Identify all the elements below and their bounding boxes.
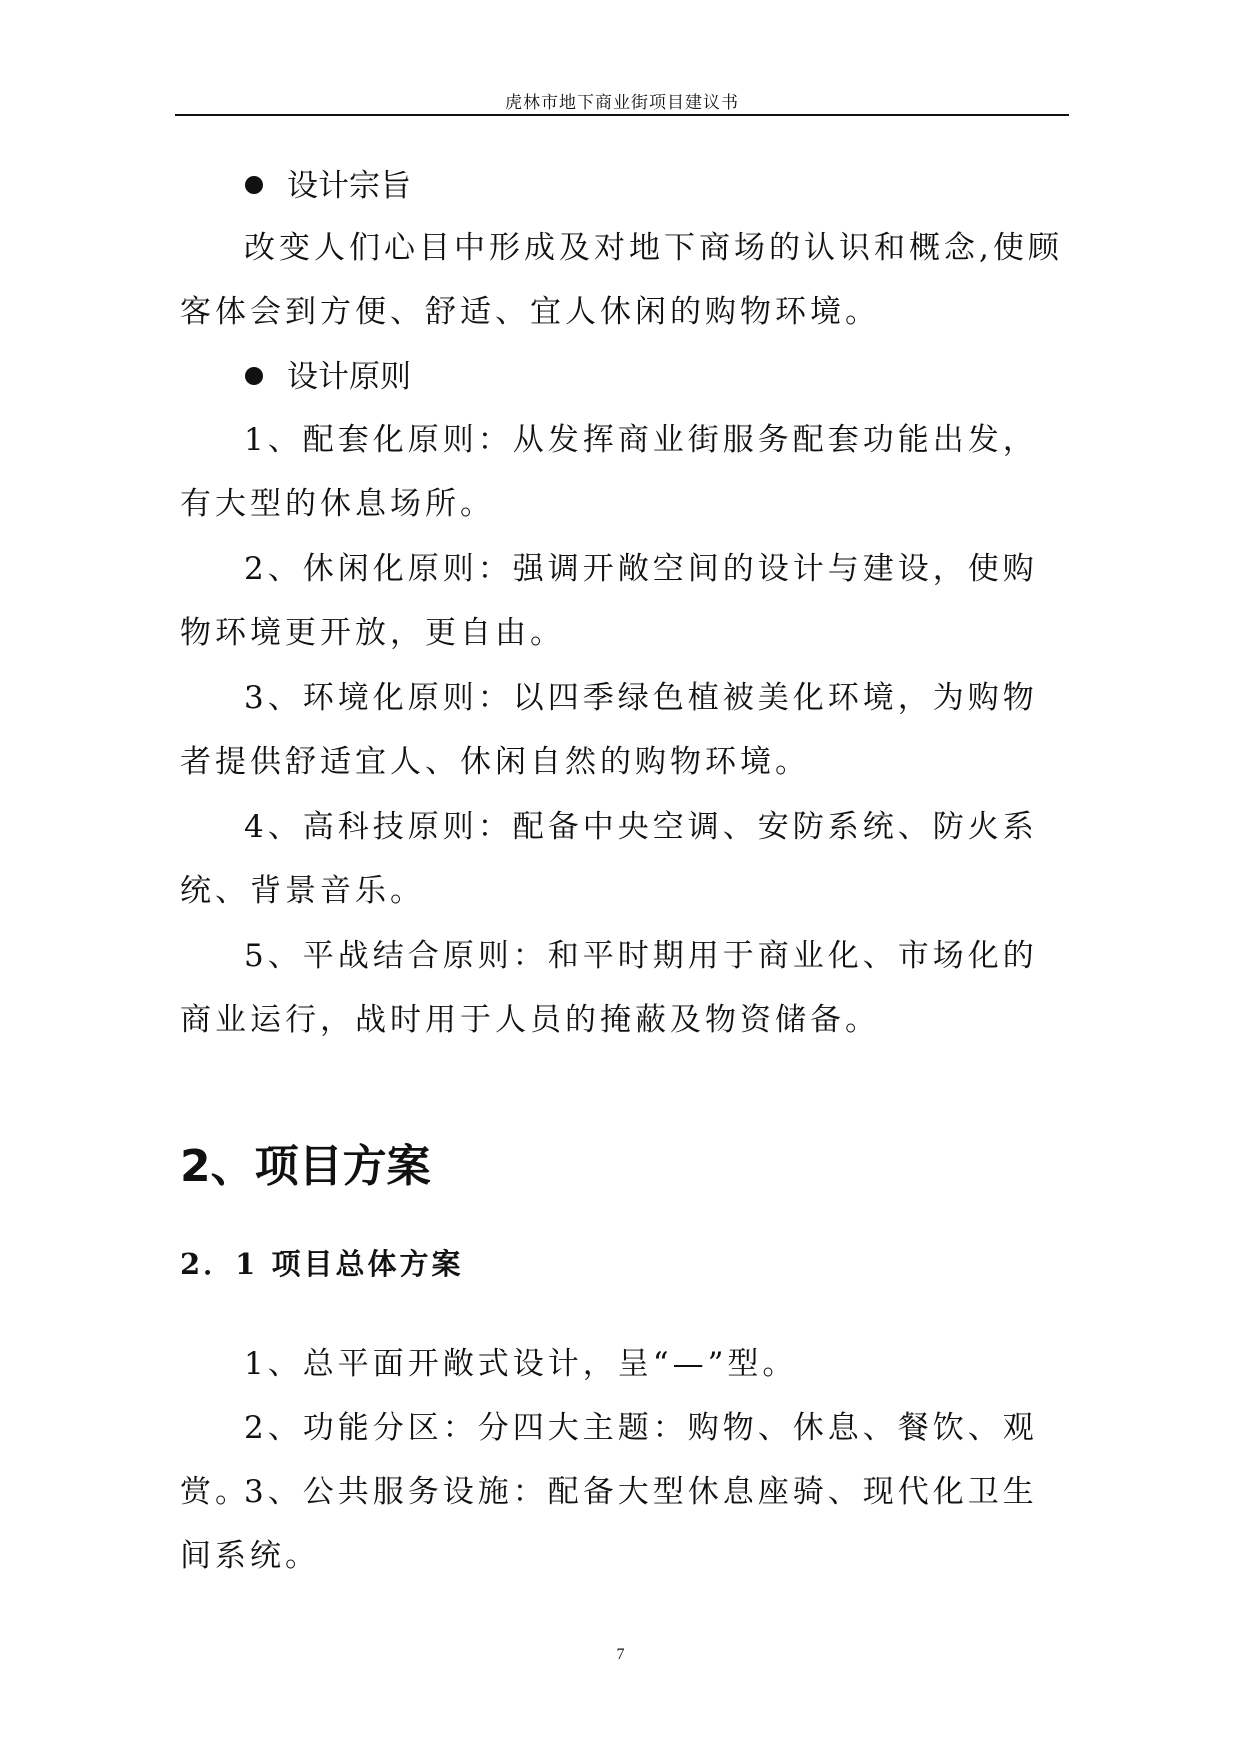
principle-item: 3、环境化原则：以四季绿色植被美化环境，为购物者提供舒适宜人、休闲自然的购物环境。 [180,680,1038,780]
principle-item: 4、高科技原则：配备中央空调、安防系统、防火系统、背景音乐。 [180,809,1038,909]
bullet-icon [245,367,263,385]
design-purpose-paragraph: 改变人们心目中形成及对地下商场的认识和概念,使顾客体会到方便、舒适、宜人休闲的购物环境。 [180,230,1063,330]
principle-item: 5、平战结合原则：和平时期用于商业化、市场化的商业运行，战时用于人员的掩蔽及物资储备。 [180,938,1038,1038]
bullet-icon [245,176,263,194]
design-principles-heading [245,357,411,397]
principle-item: 2、休闲化原则：强调开敞空间的设计与建设，使购物环境更开放，更自由。 [180,551,1038,651]
header-title: 虎林市地下商业街项目建议书 [505,93,739,113]
plan-item: 2、功能分区：分四大主题：购物、休息、餐饮、观赏。 [180,1410,1038,1510]
section-title: 2、项目方案 [180,1141,431,1192]
header-rule [175,114,1069,116]
page-number: 7 [616,1646,625,1663]
design-purpose-heading-text: 设计宗旨 [287,168,411,204]
plan-item: 1、总平面开敞式设计，呈“—”型。 [244,1346,798,1382]
design-purpose-heading [245,166,411,206]
design-principles-heading-text: 设计原则 [287,359,411,395]
plan-item: 3、公共服务设施：配备大型休息座骑、现代化卫生间系统。 [180,1474,1038,1574]
principle-item: 1、配套化原则：从发挥商业街服务配套功能出发，有大型的休息场所。 [180,422,1038,522]
subsection-title: 2．1 项目总体方案 [180,1247,464,1281]
